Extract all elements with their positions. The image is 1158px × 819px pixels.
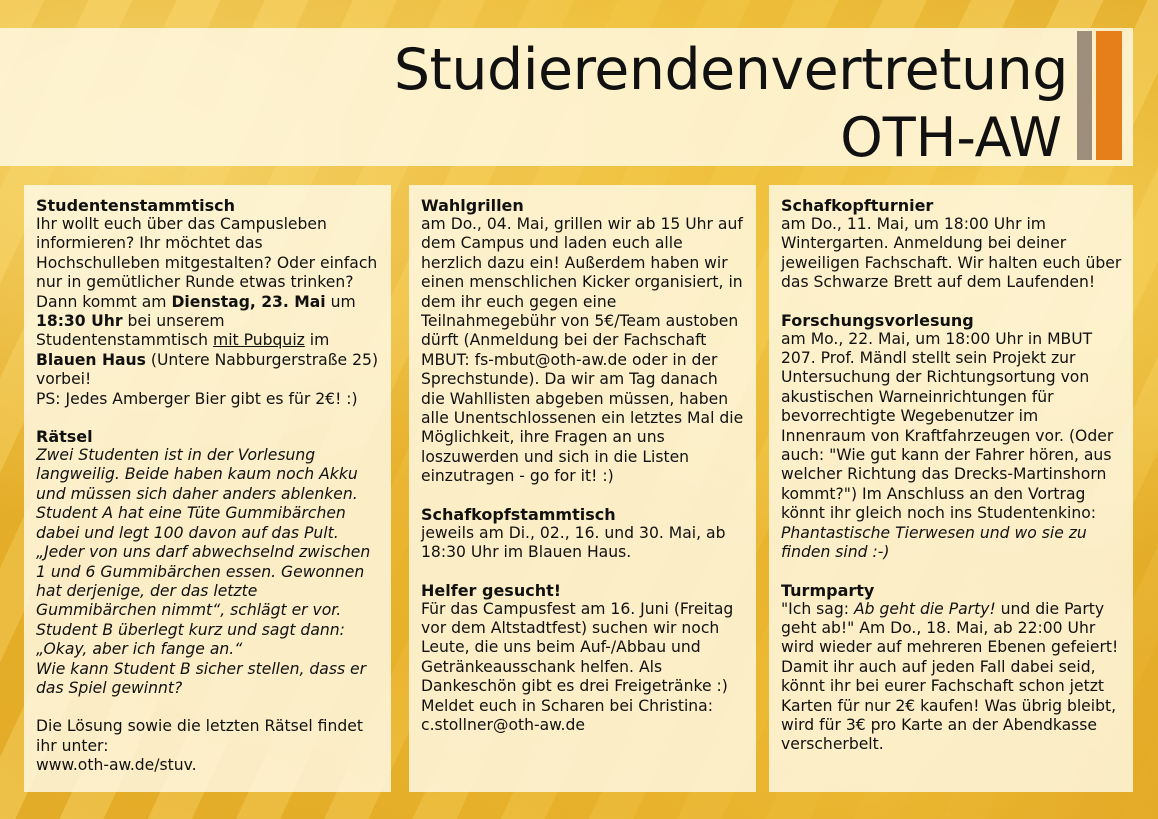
- page-subtitle: OTH-AW: [840, 106, 1062, 169]
- section-heading: Studentenstammtisch: [36, 196, 235, 215]
- section-text: Für das Campusfest am 16. Juni (Freitag vor dem Altstadtfest) suchen wir noch Leute, die uns beim Auf-/Abbau und Getränkeausschank helfen. Als Dankeschön gibt es drei Freigetränke :) Meldet euch in Scharen bei Christina: c.stollner@oth-aw.de: [421, 599, 734, 734]
- section-heading: Schafkopfturnier: [781, 196, 934, 215]
- section-wahlgrillen: [421, 197, 746, 487]
- section-turmparty: [781, 582, 1123, 755]
- section-text: jeweils am Di., 02., 16. und 30. Mai, ab 18:30 Uhr im Blauen Haus.: [421, 523, 726, 562]
- section-heading: Schafkopfstammtisch: [421, 504, 616, 524]
- accent-bar-grey: [1077, 31, 1092, 160]
- column-middle: [409, 185, 756, 792]
- section-heading: Helfer gesucht!: [421, 580, 562, 600]
- section-heading: Rätsel: [36, 427, 93, 447]
- section-forschungsvorlesung: [781, 312, 1123, 563]
- solution-url: www.oth-aw.de/stuv.: [36, 756, 197, 775]
- solution-text: Die Lösung sowie die letzten Rätsel findet ihr unter:: [36, 717, 363, 755]
- section-text: "Ich sag: Ab geht die Party! und die Party geht ab!" Am Do., 18. Mai, ab 22:00 Uhr wird wieder auf mehreren Ebenen gefeiert! Damit ihr auch auf jeden Fall dabei seid, könnt ihr bei eurer Fachschaft schon jetzt Karten für nur 2€ kaufen! Was übrig bleibt, wird für 3€ pro Karte an der Abendkasse verscherbelt.: [781, 599, 1119, 754]
- section-text: am Mo., 22. Mai, um 18:00 Uhr in MBUT 207. Prof. Mändl stellt sein Projekt zur Untersuchung der Richtungsortung von akustischen Warneinrichtungen für bevorrechtigte Wegebenutzer im Innenraum von Kraftfahrzeugen vor. (Oder auch: "Wie gut kann der Fahrer hören, aus welcher Richtung das Drecks-Martinshorn kommt?") Im Anschluss an den Vortrag könnt ihr gleich noch ins Studentenkino: Phantastische Tierwesen und wo sie zu finden sind :-): [781, 329, 1114, 562]
- accent-bar-orange: [1096, 31, 1122, 160]
- column-left: [24, 185, 391, 792]
- section-text: am Do., 11. Mai, um 18:00 Uhr im Wintergarten. Anmeldung bei deiner jeweiligen Fachschaft. Wir halten euch über das Schwarze Brett auf dem Laufenden!: [781, 215, 1122, 292]
- pubquiz-text: mit Pubquiz: [213, 331, 305, 350]
- page-title: Studierendenvertretung: [393, 37, 1068, 103]
- party-quote: Ab geht die Party!: [853, 599, 996, 618]
- section-studentenstammtisch: [36, 197, 381, 409]
- movie-title: Phantastische Tierwesen und wo sie zu finden sind :-): [781, 523, 1087, 562]
- section-heading: Wahlgrillen: [421, 196, 524, 215]
- section-heading: Forschungsvorlesung: [781, 310, 974, 330]
- event-date: Dienstag, 23. Mai: [171, 292, 326, 311]
- event-place: Blauen Haus: [36, 350, 146, 369]
- riddle-question: Wie kann Student B sicher stellen, dass er das Spiel gewinnt?: [36, 659, 367, 697]
- ps-note: PS: Jedes Amberger Bier gibt es für 2€! :): [36, 389, 358, 408]
- section-schafkopfstammtisch: [421, 506, 746, 563]
- event-time: 18:30 Uhr: [36, 312, 123, 331]
- column-right: [769, 185, 1133, 792]
- section-raetsel: [36, 428, 381, 776]
- section-text: am Do., 04. Mai, grillen wir ab 15 Uhr auf dem Campus und laden euch alle herzlich dazu ein! Außerdem haben wir einen menschlichen Kicker organisiert, in dem ihr euch gegen eine Teilnahmegebühr von 5€/Team austoben dürft (Anmeldung bei der Fachschaft MBUT: fs-mbut@oth-aw.de oder in der Sprechstunde). Da wir am Tag danach die Wahllisten abgeben müssen, haben alle Unentschlossenen ein letztes Mal die Möglichkeit, ihre Fragen an uns loszuwerden und sich in die Listen einzutragen - go for it! :): [421, 215, 744, 486]
- section-text: Ihr wollt euch über das Campusleben informieren? Ihr möchtet das Hochschulleben mitgestalten? Oder einfach nur in gemütlicher Runde etwas trinken? Dann kommt am Dienstag, 23. Mai um 18:30 Uhr bei unserem Studentenstammtisch mit Pubquiz im Blauen Haus (Untere Nabburgerstraße 25) vorbei!: [36, 215, 379, 389]
- section-helfer: [421, 582, 746, 736]
- section-heading: Turmparty: [781, 580, 875, 600]
- section-schafkopfturnier: [781, 197, 1123, 293]
- riddle-text: Zwei Studenten ist in der Vorlesung langweilig. Beide haben kaum noch Akku und müssen sich daher anders ablenken. Student A hat eine Tüte Gummibärchen dabei und legt 100 davon auf das Pult. „Jeder von uns darf abwechselnd zwischen 1 und 6 Gummibärchen essen. Gewonnen hat derjenige, der das letzte Gummibärchen nimmt“, schlägt er vor. Student B überlegt kurz und sagt dann: „Okay, aber ich fange an.“: [36, 446, 371, 659]
